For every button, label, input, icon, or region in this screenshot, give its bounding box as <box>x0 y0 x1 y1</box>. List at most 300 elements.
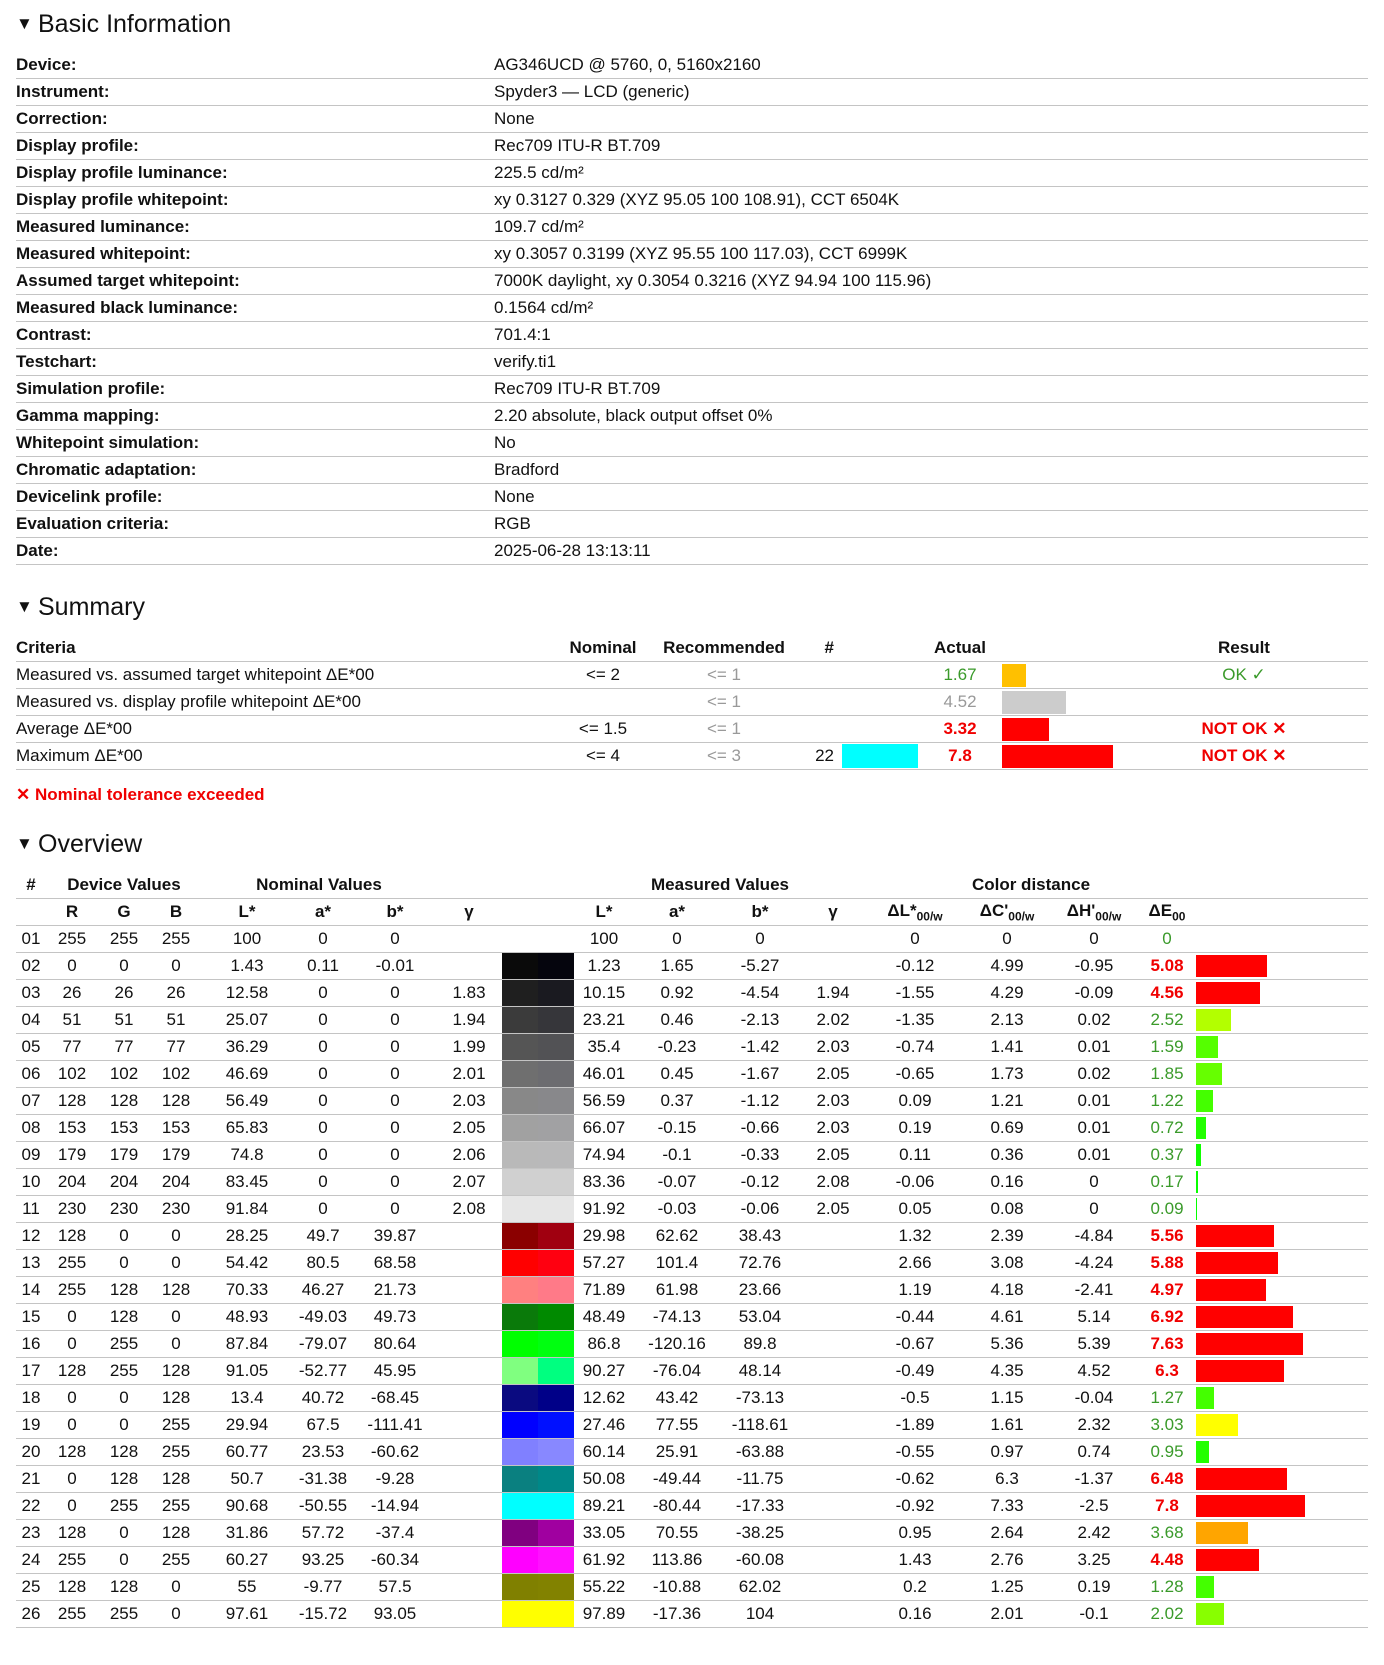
nominal-b: 49.73 <box>373 1307 417 1326</box>
measured-color-swatch <box>538 1061 574 1087</box>
color-swatch <box>502 1601 574 1627</box>
nominal-b: 0 <box>390 1118 400 1137</box>
measured-a: 70.55 <box>655 1523 699 1542</box>
overview-row <box>16 1412 1368 1439</box>
device-g: 179 <box>109 1145 139 1164</box>
summary-row <box>16 716 1368 743</box>
hdr-a: a* <box>314 902 332 921</box>
measured-b: -0.06 <box>740 1199 780 1218</box>
delta-e-bar-cell <box>1196 1007 1368 1033</box>
measured-a: 25.91 <box>655 1442 699 1461</box>
device-r: 255 <box>57 929 87 948</box>
summary-header-row <box>16 635 1368 662</box>
actual-bar-cell <box>1002 663 1120 687</box>
delta-L: -0.74 <box>895 1037 935 1056</box>
overview-row <box>16 1142 1368 1169</box>
device-r: 179 <box>57 1145 87 1164</box>
nominal-L: 28.25 <box>225 1226 269 1245</box>
device-g: 51 <box>114 1010 134 1029</box>
info-row <box>16 268 1368 295</box>
patch-id: 23 <box>21 1523 41 1542</box>
nominal-color-swatch <box>502 1547 538 1573</box>
delta-e-bar <box>1196 1522 1248 1544</box>
nominal-a: 0 <box>318 1037 328 1056</box>
info-label: Display profile luminance: <box>16 163 228 182</box>
device-r: 230 <box>57 1199 87 1218</box>
delta-L: -0.12 <box>895 956 935 975</box>
tolerance-note: ✕ Nominal tolerance exceeded <box>16 785 265 804</box>
hdr-mb: b* <box>751 902 769 921</box>
delta-H: 0.01 <box>1077 1145 1111 1164</box>
info-value: 2.20 absolute, black output offset 0% <box>494 406 773 425</box>
info-row <box>16 538 1368 565</box>
delta-C: 4.29 <box>990 983 1024 1002</box>
info-row <box>16 187 1368 214</box>
delta-e-bar-cell <box>1196 953 1368 979</box>
delta-L: 0.09 <box>898 1091 932 1110</box>
delta-e-bar <box>1196 1036 1218 1058</box>
measured-L: 46.01 <box>582 1064 626 1083</box>
device-b: 255 <box>161 1415 191 1434</box>
nominal-color-swatch <box>502 1601 538 1627</box>
nominal-color-swatch <box>502 1088 538 1114</box>
patch-id: 03 <box>21 983 41 1002</box>
delta-H: -4.84 <box>1074 1226 1114 1245</box>
delta-H: 0.02 <box>1077 1010 1111 1029</box>
delta-e-bar-cell <box>1196 1520 1368 1546</box>
measured-b: -38.25 <box>735 1523 785 1542</box>
nominal-a: -15.72 <box>298 1604 348 1623</box>
delta-C: 1.61 <box>990 1415 1024 1434</box>
info-row <box>16 484 1368 511</box>
info-value: RGB <box>494 514 531 533</box>
measured-color-swatch <box>538 1412 574 1438</box>
col-swatch <box>842 636 918 660</box>
info-label: Chromatic adaptation: <box>16 460 197 479</box>
nominal-b: 0 <box>390 1172 400 1191</box>
patch-id: 01 <box>21 929 41 948</box>
overview-row <box>16 1034 1368 1061</box>
nominal-gamma: 2.07 <box>452 1172 486 1191</box>
delta-C: 1.21 <box>990 1091 1024 1110</box>
overview-table <box>16 872 1368 1628</box>
measured-a: -74.13 <box>652 1307 702 1326</box>
delta-C: 5.36 <box>990 1334 1024 1353</box>
measured-b: -5.27 <box>740 956 780 975</box>
measured-color-swatch <box>538 1304 574 1330</box>
nominal-color-swatch <box>502 1115 538 1141</box>
overview-row <box>16 1385 1368 1412</box>
delta-H: 0.19 <box>1077 1577 1111 1596</box>
overview-row <box>16 1493 1368 1520</box>
info-label: Device: <box>16 55 77 74</box>
nominal-b: -9.28 <box>375 1469 415 1488</box>
measured-L: 55.22 <box>582 1577 626 1596</box>
nominal-gamma: 2.03 <box>452 1091 486 1110</box>
nominal-L: 13.4 <box>230 1388 264 1407</box>
measured-L: 89.21 <box>582 1496 626 1515</box>
device-g: 255 <box>109 1361 139 1380</box>
delta-L: -0.49 <box>895 1361 935 1380</box>
device-b: 0 <box>171 1604 181 1623</box>
nominal-L: 29.94 <box>225 1415 269 1434</box>
info-label: Evaluation criteria: <box>16 514 170 533</box>
nominal-L: 90.68 <box>225 1496 269 1515</box>
nominal-b: -68.45 <box>370 1388 420 1407</box>
delta-E: 5.08 <box>1150 956 1184 975</box>
delta-H: 0 <box>1089 1199 1099 1218</box>
measured-b: -0.12 <box>740 1172 780 1191</box>
patch-id: 20 <box>21 1442 41 1461</box>
nominal-a: -79.07 <box>298 1334 348 1353</box>
nominal-gamma: 1.94 <box>452 1010 486 1029</box>
measured-b: -118.61 <box>731 1415 789 1434</box>
patch-id: 13 <box>21 1253 41 1272</box>
device-b: 77 <box>166 1037 186 1056</box>
measured-b: -0.66 <box>740 1118 780 1137</box>
delta-L: -1.35 <box>895 1010 935 1029</box>
measured-L: 66.07 <box>582 1118 626 1137</box>
delta-e-bar <box>1196 1171 1198 1193</box>
nominal-gamma: 1.99 <box>452 1037 486 1056</box>
group-device: Device Values <box>67 875 181 894</box>
info-label: Instrument: <box>16 82 110 101</box>
patch-id: 14 <box>21 1280 41 1299</box>
delta-H: 5.39 <box>1077 1334 1111 1353</box>
patch-id: 18 <box>21 1388 41 1407</box>
nominal-L: 54.42 <box>225 1253 269 1272</box>
delta-C: 7.33 <box>990 1496 1024 1515</box>
delta-L: 1.19 <box>898 1280 932 1299</box>
nominal-a: 0 <box>318 1199 328 1218</box>
delta-e-bar <box>1196 1441 1209 1463</box>
nominal-L: 100 <box>232 929 262 948</box>
device-g: 0 <box>119 956 129 975</box>
delta-L: -0.55 <box>895 1442 935 1461</box>
delta-e-bar <box>1196 1090 1213 1112</box>
nominal-b: 0 <box>390 1091 400 1110</box>
overview-column-header-row <box>16 899 1368 926</box>
delta-C: 1.41 <box>990 1037 1024 1056</box>
info-label: Date: <box>16 541 59 560</box>
delta-C: 0.08 <box>990 1199 1024 1218</box>
nominal-color-swatch <box>502 1169 538 1195</box>
device-g: 77 <box>114 1037 134 1056</box>
color-swatch <box>502 1115 574 1141</box>
nominal-L: 1.43 <box>230 956 264 975</box>
info-label: Devicelink profile: <box>16 487 163 506</box>
measured-gamma: 1.94 <box>816 983 850 1002</box>
measured-color-swatch <box>538 1169 574 1195</box>
color-swatch <box>502 1520 574 1546</box>
delta-e-bar-cell <box>1196 1574 1368 1600</box>
measured-b: 104 <box>745 1604 775 1623</box>
delta-H: -2.41 <box>1074 1280 1114 1299</box>
delta-C: 0 <box>1002 929 1012 948</box>
delta-e-bar-cell <box>1196 1547 1368 1573</box>
nominal-a: 0.11 <box>307 956 339 975</box>
device-r: 102 <box>57 1064 87 1083</box>
color-swatch <box>502 1034 574 1060</box>
color-swatch <box>502 953 574 979</box>
nominal-b: 93.05 <box>373 1604 417 1623</box>
delta-C: 1.73 <box>990 1064 1024 1083</box>
nominal-L: 36.29 <box>225 1037 269 1056</box>
info-value: Rec709 ITU-R BT.709 <box>494 379 661 398</box>
color-swatch <box>502 1088 574 1114</box>
measured-color-swatch <box>538 1007 574 1033</box>
measured-b: -73.13 <box>735 1388 785 1407</box>
hdr-dH: $\Delta H'_{00/w}$ <box>1066 900 1122 924</box>
nominal-a: 57.72 <box>301 1523 345 1542</box>
actual-bar <box>1002 745 1113 768</box>
device-b: 128 <box>161 1091 191 1110</box>
color-swatch <box>502 1277 574 1303</box>
info-row <box>16 430 1368 457</box>
device-g: 255 <box>109 1334 139 1353</box>
measured-a: -49.44 <box>652 1469 702 1488</box>
device-b: 0 <box>171 1226 181 1245</box>
nominal-L: 91.84 <box>225 1199 269 1218</box>
measured-b: -1.67 <box>740 1064 780 1083</box>
delta-L: -0.62 <box>895 1469 935 1488</box>
nominal-b: 0 <box>390 1199 400 1218</box>
delta-e-bar-cell <box>1196 1466 1368 1492</box>
overview-row <box>16 980 1368 1007</box>
info-value: None <box>494 487 535 506</box>
measured-color-swatch <box>538 953 574 979</box>
delta-C: 6.3 <box>995 1469 1019 1488</box>
delta-L: -0.5 <box>900 1388 930 1407</box>
actual-bar-cell <box>1002 690 1120 714</box>
overview-row <box>16 1601 1368 1628</box>
delta-E: 0.37 <box>1150 1145 1184 1164</box>
delta-e-bar-cell <box>1196 1601 1368 1627</box>
delta-E: 0.72 <box>1150 1118 1184 1137</box>
measured-L: 56.59 <box>582 1091 626 1110</box>
nominal-L: 83.45 <box>225 1172 269 1191</box>
nominal-b: -37.4 <box>375 1523 415 1542</box>
info-value: 225.5 cd/m² <box>494 163 584 182</box>
measured-b: -11.75 <box>736 1469 784 1488</box>
measured-a: -120.16 <box>648 1334 706 1353</box>
info-value: verify.ti1 <box>494 352 557 371</box>
device-r: 51 <box>62 1010 82 1029</box>
nominal-color-swatch <box>502 1034 538 1060</box>
actual-bar-cell <box>1002 717 1120 741</box>
delta-L: 0.2 <box>903 1577 927 1596</box>
delta-L: 2.66 <box>898 1253 932 1272</box>
delta-C: 0.69 <box>990 1118 1024 1137</box>
delta-e-bar-cell <box>1196 1331 1368 1357</box>
delta-H: -0.1 <box>1079 1604 1109 1623</box>
measured-b: -63.88 <box>735 1442 785 1461</box>
device-g: 204 <box>109 1172 139 1191</box>
col-recommended: Recommended <box>663 638 785 657</box>
info-row <box>16 214 1368 241</box>
delta-e-bar-cell <box>1196 1277 1368 1303</box>
patch-id: 16 <box>21 1334 41 1353</box>
overview-row <box>16 1547 1368 1574</box>
collapse-triangle-icon[interactable]: ▼ <box>16 597 33 616</box>
collapse-triangle-icon[interactable]: ▼ <box>16 14 33 33</box>
info-row <box>16 79 1368 106</box>
nominal-b: 0 <box>390 1010 400 1029</box>
delta-C: 2.13 <box>990 1010 1024 1029</box>
delta-e-bar-cell <box>1196 1142 1368 1168</box>
recommended-value: <= 1 <box>706 692 742 711</box>
collapse-triangle-icon[interactable]: ▼ <box>16 834 33 853</box>
measured-L: 10.15 <box>582 983 626 1002</box>
measured-b: -1.42 <box>740 1037 780 1056</box>
device-b: 128 <box>161 1280 191 1299</box>
measured-b: 0 <box>755 929 765 948</box>
worst-patch-swatch <box>842 690 918 714</box>
measured-L: 27.46 <box>582 1415 626 1434</box>
nominal-gamma: 2.05 <box>452 1118 486 1137</box>
measured-b: 48.14 <box>738 1361 782 1380</box>
delta-e-bar <box>1196 982 1260 1004</box>
nominal-color-swatch <box>502 1412 538 1438</box>
device-r: 255 <box>57 1253 87 1272</box>
nominal-a: -50.55 <box>298 1496 348 1515</box>
nominal-color-swatch <box>502 1331 538 1357</box>
info-label: Measured luminance: <box>16 217 190 236</box>
delta-E: 1.59 <box>1150 1037 1184 1056</box>
overview-row <box>16 926 1368 953</box>
measured-b: 38.43 <box>738 1226 782 1245</box>
device-b: 51 <box>166 1010 186 1029</box>
info-value: Bradford <box>494 460 560 479</box>
measured-color-swatch <box>538 1088 574 1114</box>
measured-L: 83.36 <box>582 1172 626 1191</box>
device-b: 255 <box>161 929 191 948</box>
measured-color-swatch <box>538 1250 574 1276</box>
delta-E: 4.56 <box>1150 983 1184 1002</box>
nominal-a: 0 <box>318 1064 328 1083</box>
device-r: 255 <box>57 1550 87 1569</box>
delta-C: 4.99 <box>990 956 1024 975</box>
measured-a: 101.4 <box>655 1253 699 1272</box>
patch-id: 09 <box>21 1145 41 1164</box>
nominal-gamma: 1.83 <box>452 983 486 1002</box>
overview-row <box>16 1277 1368 1304</box>
measured-color-swatch <box>538 1547 574 1573</box>
delta-C: 1.25 <box>990 1577 1024 1596</box>
device-g: 0 <box>119 1253 129 1272</box>
measured-L: 33.05 <box>582 1523 626 1542</box>
device-r: 128 <box>57 1577 87 1596</box>
info-label: Testchart: <box>16 352 97 371</box>
nominal-a: 0 <box>318 1010 328 1029</box>
measured-gamma: 2.05 <box>816 1145 850 1164</box>
nominal-value: <= 1.5 <box>578 719 628 738</box>
measured-gamma: 2.08 <box>816 1172 850 1191</box>
result-status: NOT OK ✕ <box>1201 719 1287 738</box>
device-b: 128 <box>161 1388 191 1407</box>
nominal-b: 0 <box>390 929 400 948</box>
measured-a: 0.45 <box>660 1064 694 1083</box>
basic-info-heading[interactable] <box>16 2 1368 46</box>
info-value: Spyder3 — LCD (generic) <box>494 82 690 101</box>
patch-id: 17 <box>21 1361 41 1380</box>
device-b: 128 <box>161 1361 191 1380</box>
measured-color-swatch <box>538 1601 574 1627</box>
measured-L: 35.4 <box>587 1037 621 1056</box>
patch-id: 21 <box>21 1469 41 1488</box>
measured-b: 62.02 <box>738 1577 782 1596</box>
device-b: 26 <box>166 983 186 1002</box>
measured-gamma: 2.02 <box>816 1010 850 1029</box>
measured-gamma: 2.03 <box>816 1118 850 1137</box>
worst-patch-swatch <box>842 663 918 687</box>
patch-id: 04 <box>21 1010 41 1029</box>
device-g: 128 <box>109 1577 139 1596</box>
summary-heading[interactable] <box>16 585 1368 629</box>
result-status: OK ✓ <box>1222 665 1266 684</box>
overview-row <box>16 1061 1368 1088</box>
device-g: 128 <box>109 1307 139 1326</box>
measured-color-swatch <box>538 1223 574 1249</box>
nominal-L: 48.93 <box>225 1307 269 1326</box>
device-r: 255 <box>57 1604 87 1623</box>
device-g: 26 <box>114 983 134 1002</box>
overview-row <box>16 1115 1368 1142</box>
nominal-color-swatch <box>502 1520 538 1546</box>
measured-gamma: 2.03 <box>816 1037 850 1056</box>
delta-e-bar <box>1196 1333 1303 1355</box>
patch-id: 02 <box>21 956 41 975</box>
delta-e-bar <box>1196 1414 1238 1436</box>
overview-row <box>16 1223 1368 1250</box>
measured-color-swatch <box>538 1277 574 1303</box>
info-row <box>16 349 1368 376</box>
nominal-color-swatch <box>502 1493 538 1519</box>
nominal-L: 87.84 <box>225 1334 269 1353</box>
delta-e-bar-cell <box>1196 1304 1368 1330</box>
delta-e-bar-cell <box>1196 1358 1368 1384</box>
measured-a: 61.98 <box>655 1280 699 1299</box>
nominal-gamma: 2.01 <box>452 1064 486 1083</box>
delta-H: -2.5 <box>1079 1496 1109 1515</box>
delta-H: 0.74 <box>1077 1442 1111 1461</box>
delta-L: 0.16 <box>898 1604 932 1623</box>
nominal-a: 0 <box>318 1118 328 1137</box>
overview-heading[interactable] <box>16 822 1368 866</box>
delta-e-bar <box>1196 1603 1224 1625</box>
nominal-L: 65.83 <box>225 1118 269 1137</box>
delta-E: 0.95 <box>1150 1442 1184 1461</box>
delta-e-bar-cell <box>1196 1412 1368 1438</box>
nominal-gamma: 2.08 <box>452 1199 486 1218</box>
delta-H: 3.25 <box>1077 1550 1111 1569</box>
color-swatch <box>502 1493 574 1519</box>
delta-L: -0.92 <box>895 1496 935 1515</box>
nominal-L: 12.58 <box>225 983 269 1002</box>
patch-id: 25 <box>21 1577 41 1596</box>
measured-L: 61.92 <box>582 1550 626 1569</box>
patch-id: 15 <box>21 1307 41 1326</box>
delta-e-bar <box>1196 1549 1259 1571</box>
delta-H: 0.01 <box>1077 1118 1111 1137</box>
measured-b: -17.33 <box>735 1496 785 1515</box>
nominal-color-swatch <box>502 1358 538 1384</box>
device-g: 128 <box>109 1091 139 1110</box>
nominal-L: 50.7 <box>230 1469 264 1488</box>
delta-L: -0.06 <box>895 1172 935 1191</box>
device-r: 128 <box>57 1226 87 1245</box>
nominal-L: 91.05 <box>225 1361 269 1380</box>
